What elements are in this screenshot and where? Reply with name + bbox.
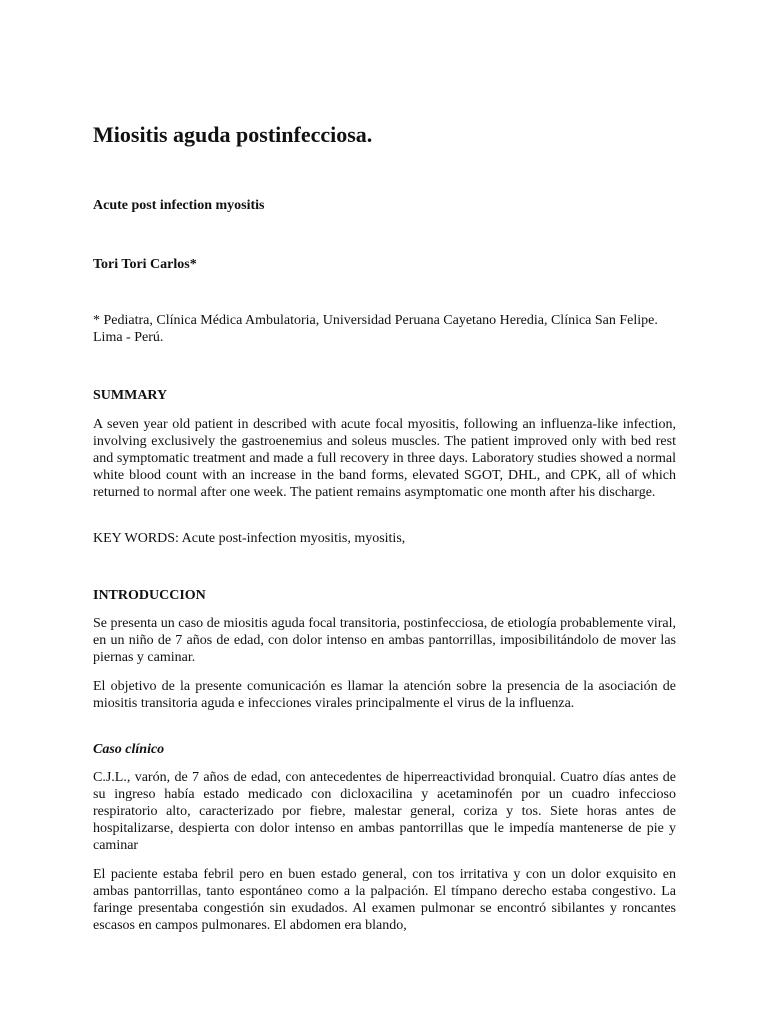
keywords-line: KEY WORDS: Acute post-infection myositis, myositis, [93, 531, 406, 546]
author-affiliation: * Pediatra, Clínica Médica Ambulatoria, Universidad Peruana Cayetano Heredia, Clínica San Felipe. Lima - Perú. [93, 313, 658, 345]
summary-paragraph: A seven year old patient in described with acute focal myositis, following an influenza-like infection, involving exclusively the gastroenemius and soleus muscles. The patient improved only with bed rest and symptomatic treatment and made a full recovery in three days. Laboratory studies showed a normal white blood count with an increase in the band forms, elevated SGOT, DHL, and CPK, all of which returned to normal after one week. The patient remains asymptomatic one month after his discharge. [93, 417, 676, 500]
english-title: Acute post infection myositis [93, 198, 265, 213]
introduccion-heading: INTRODUCCION [93, 588, 206, 603]
introduccion-paragraph: El objetivo de la presente comunicación es llamar la atención sobre la presencia de la asociación de miositis transitoria aguda e infecciones virales principalmente el virus de la influenza. [93, 679, 676, 711]
summary-heading: SUMMARY [93, 388, 168, 403]
introduccion-paragraph: Se presenta un caso de miositis aguda focal transitoria, postinfecciosa, de etiología probablemente viral, en un niño de 7 años de edad, con dolor intenso en ambas pantorrillas, imposibilitándolo de mover las piernas y caminar. [93, 616, 676, 665]
author-name: Tori Tori Carlos* [93, 257, 197, 272]
caso-clinico-paragraph: El paciente estaba febril pero en buen estado general, con tos irritativa y con un dolor exquisito en ambas pantorrillas, tanto espontáneo como a la palpación. El tímpano derecho estaba congestivo. La faringe presentaba congestión sin exudados. Al examen pulmonar se encontró sibilantes y roncantes escasos en campos pulmonares. El abdomen era blando, [93, 867, 676, 933]
caso-clinico-heading: Caso clínico [93, 742, 165, 757]
caso-clinico-paragraph: C.J.L., varón, de 7 años de edad, con antecedentes de hiperreactividad bronquial. Cuatro días antes de su ingreso había estado medicado con dicloxacilina y acetaminofén por un cuadro infeccioso respiratorio alto, caracterizado por fiebre, malestar general, coriza y tos. Siete horas antes de hospitalizarse, despierta con dolor intenso en ambas pantorrillas que le impedía mantenerse de pie y caminar [93, 770, 676, 853]
article-title: Miositis aguda postinfecciosa. [93, 122, 373, 147]
